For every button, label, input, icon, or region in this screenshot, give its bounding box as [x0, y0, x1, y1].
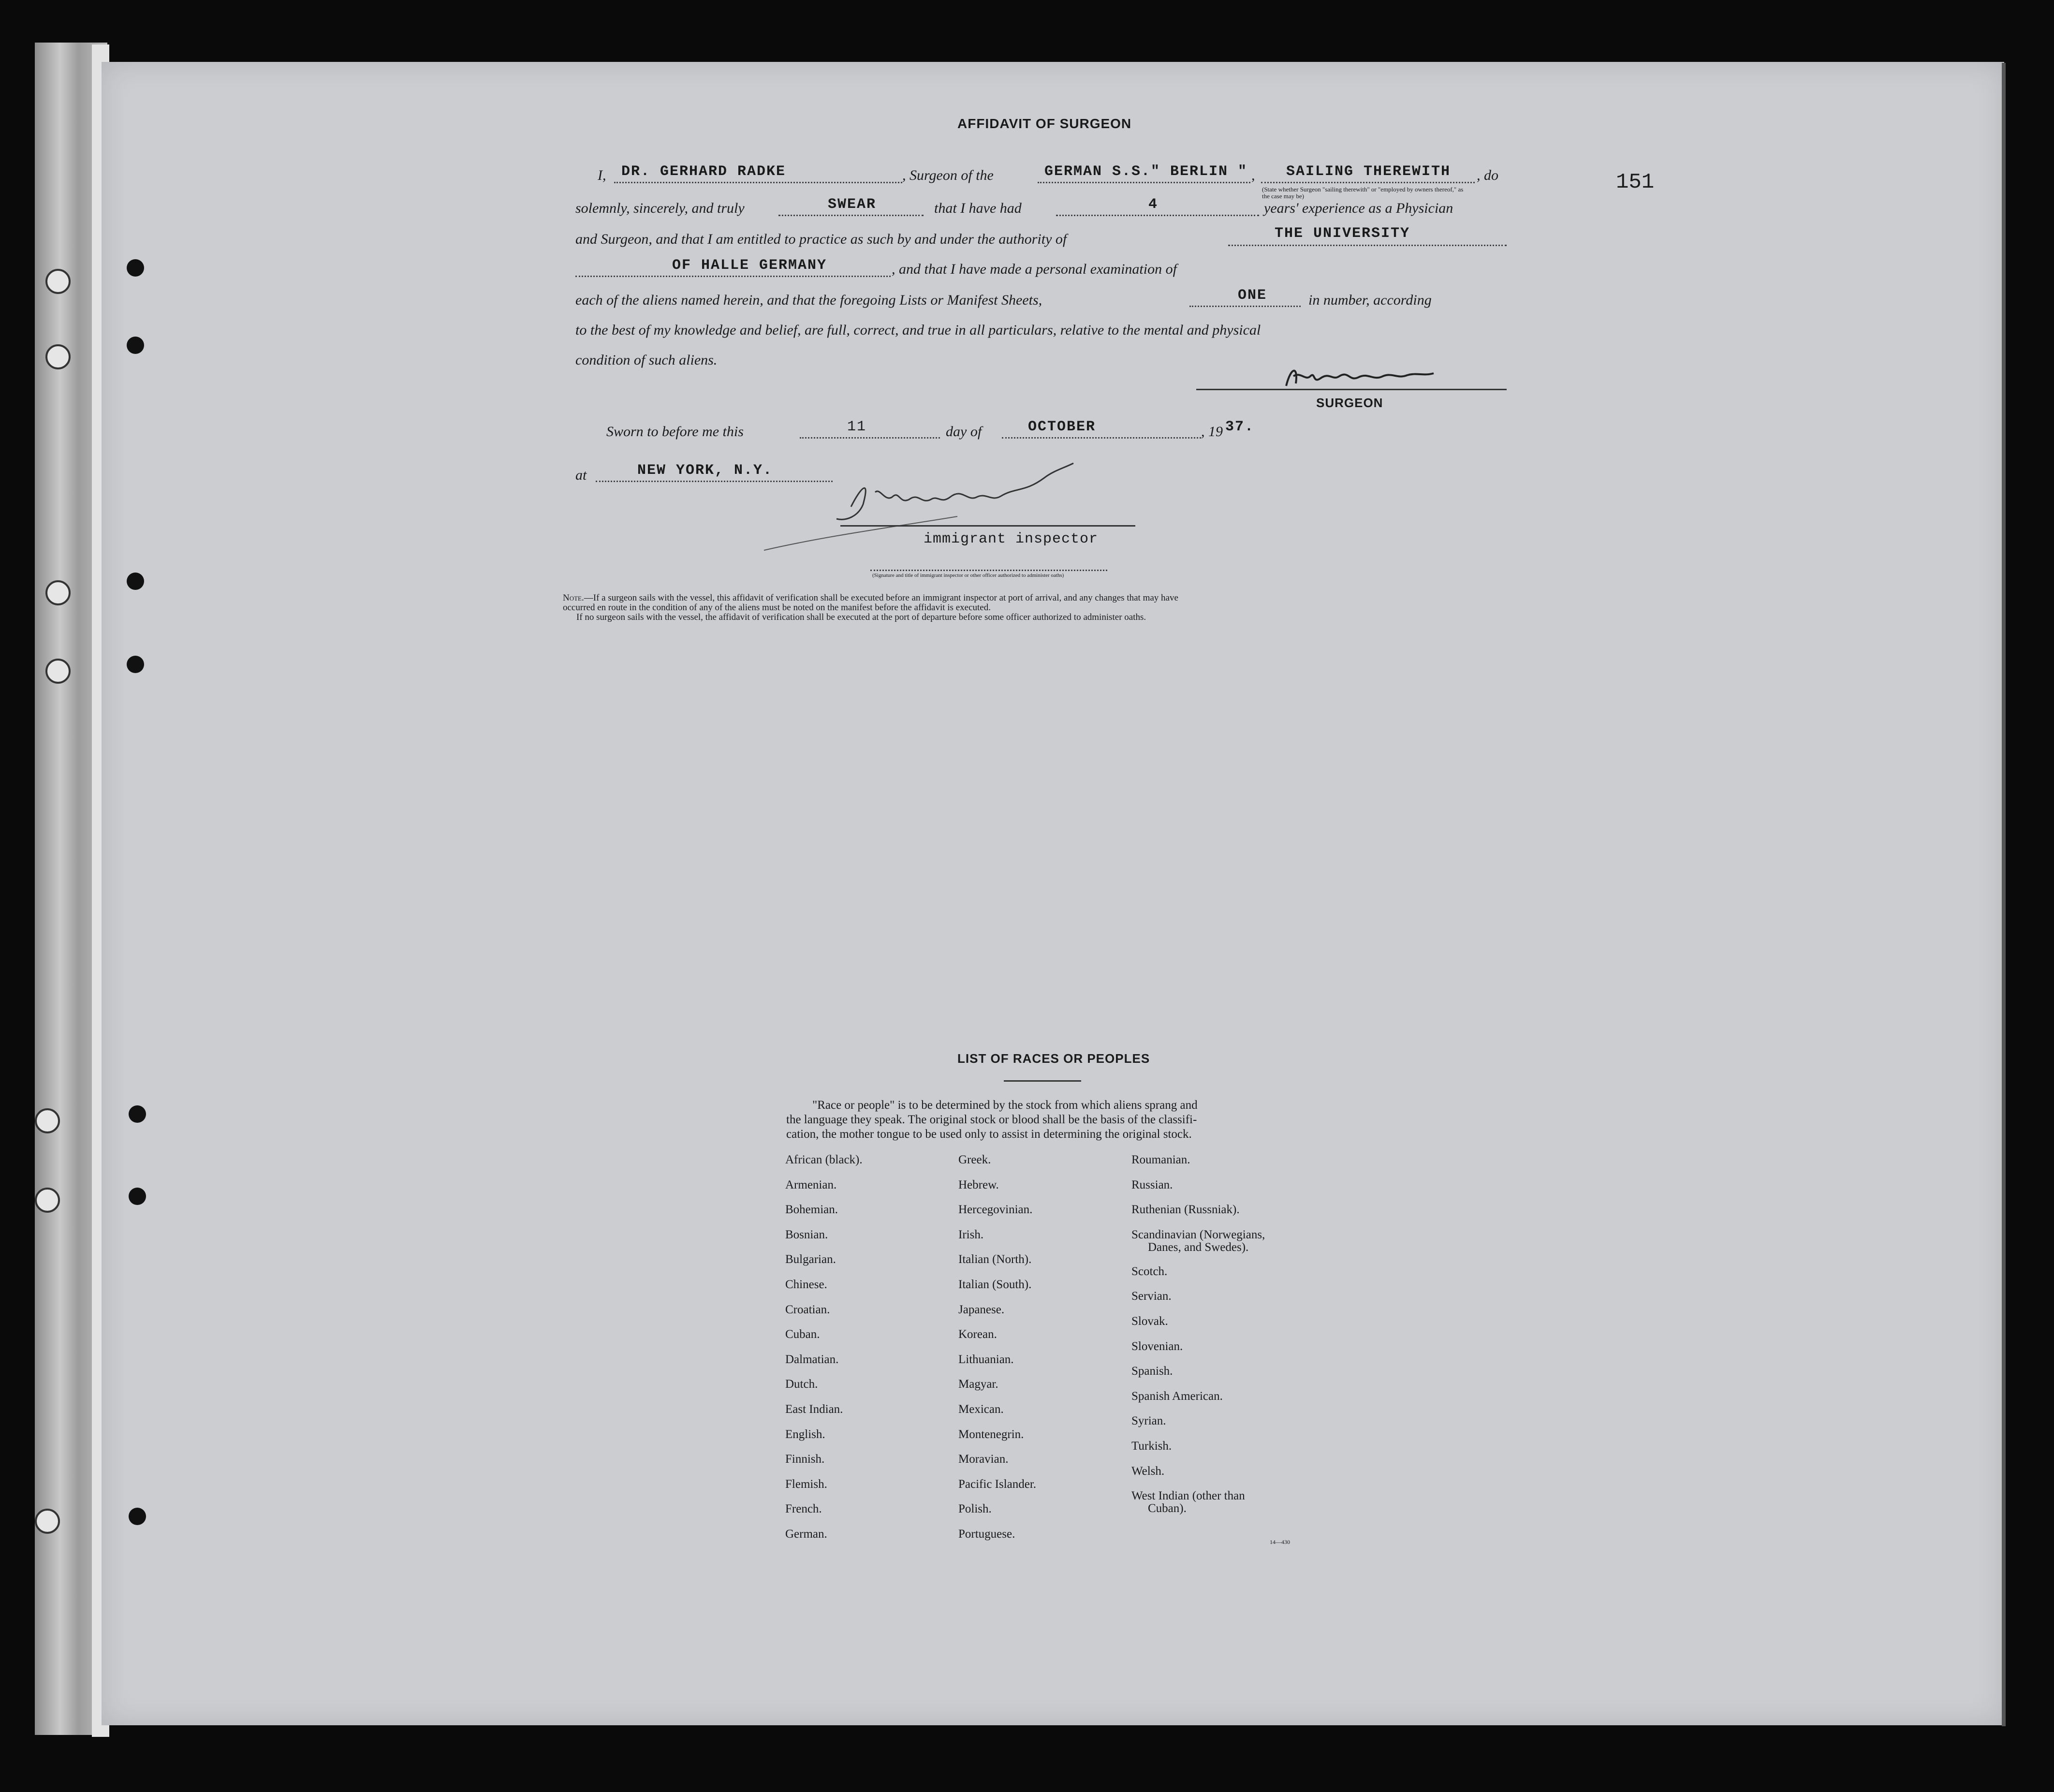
race-item: Syrian. [1131, 1414, 1166, 1428]
race-item: Japanese. [958, 1303, 1005, 1316]
punch-hole [127, 573, 144, 590]
race-item: Italian (North). [958, 1253, 1032, 1266]
sworn-year: 37. [1225, 419, 1255, 435]
race-item: Greek. [958, 1153, 991, 1166]
fill-line [614, 182, 902, 183]
races-column-3 [1131, 1153, 1265, 1527]
affidavit-text: day of [946, 424, 982, 440]
fill-line [870, 570, 1107, 571]
race-item: Slovak. [1131, 1314, 1168, 1328]
race-item: Croatian. [785, 1303, 830, 1316]
race-item: Danes, and Swedes). [1148, 1240, 1249, 1254]
fill-line [575, 276, 891, 277]
page-edge [2002, 63, 2006, 1726]
race-item: Servian. [1131, 1290, 1172, 1303]
sailing-status: SAILING THEREWITH [1286, 163, 1451, 180]
form-number: 14—430 [1270, 1539, 1290, 1545]
races-column-2 [958, 1153, 1036, 1553]
punch-hole [127, 337, 144, 354]
affidavit-text: , Surgeon of the [902, 167, 994, 183]
sworn-day: 11 [847, 419, 867, 435]
race-item: Armenian. [785, 1178, 837, 1191]
surgeon-name: DR. GERHARD RADKE [621, 163, 786, 180]
binder-hole [35, 1509, 60, 1534]
race-item: Finnish. [785, 1453, 825, 1466]
note-label: Note. [563, 593, 584, 603]
note-line-3: If no surgeon sails with the vessel, the affidavit of verification shall be executed at the port of departure before some officer authorized to administer oaths. [576, 612, 1146, 622]
race-item: Spanish American. [1131, 1389, 1223, 1403]
note-line-1 [563, 593, 1178, 603]
race-item: Bulgarian. [785, 1253, 836, 1266]
race-item: English. [785, 1427, 825, 1441]
race-item: Ruthenian (Russniak). [1131, 1203, 1240, 1217]
page-number: 151 [1616, 170, 1655, 194]
race-item: Bosnian. [785, 1228, 828, 1241]
race-item: Italian (South). [958, 1278, 1032, 1291]
race-item: Cuban. [785, 1328, 820, 1341]
race-item: Scotch. [1131, 1264, 1168, 1278]
inspector-title: immigrant inspector [924, 531, 1099, 547]
fill-line [1261, 182, 1475, 183]
races-column-1 [785, 1153, 863, 1553]
race-item: Hebrew. [958, 1178, 999, 1191]
race-item: Russian. [1131, 1178, 1173, 1191]
binder-hole [45, 344, 71, 369]
affidavit-text: , [1251, 167, 1255, 183]
affidavit-text: each of the aliens named herein, and that the foregoing Lists or Manifest Sheets, [575, 292, 1042, 308]
race-item: Scandinavian (Norwegians, [1131, 1228, 1265, 1241]
authority-line-2: OF HALLE GERMANY [672, 257, 827, 274]
binder-hole [45, 580, 71, 605]
fill-line [800, 437, 940, 439]
vessel-name: GERMAN S.S." BERLIN " [1044, 163, 1248, 180]
note-text: —If a surgeon sails with the vessel, this affidavit of verification shall be executed before an immigrant inspector at port of arrival, and any changes that may have [584, 593, 1178, 603]
fill-line [1038, 182, 1250, 183]
note-line-2: occurred en route in the condition of any of the aliens must be noted on the manifest before the affidavit is executed. [563, 602, 991, 613]
race-item: Flemish. [785, 1477, 827, 1491]
document-page [102, 62, 2004, 1725]
race-item: Irish. [958, 1228, 984, 1241]
race-item: West Indian (other than [1131, 1489, 1245, 1503]
race-item: Moravian. [958, 1453, 1009, 1466]
races-intro-1: "Race or people" is to be determined by the stock from which aliens sprang and [812, 1099, 1198, 1112]
affidavit-text: years' experience as a Physician [1264, 200, 1453, 216]
races-intro-3: cation, the mother tongue to be used only to assist in determining the original stock. [786, 1128, 1192, 1141]
race-item: Montenegrin. [958, 1427, 1024, 1441]
punch-hole [129, 1188, 146, 1205]
fill-line [778, 215, 924, 216]
affidavit-text: in number, according [1308, 292, 1432, 308]
race-item: Chinese. [785, 1278, 827, 1291]
race-item: Lithuanian. [958, 1352, 1014, 1366]
sworn-place: NEW YORK, N.Y. [637, 462, 773, 479]
race-item: Dutch. [785, 1378, 818, 1391]
fill-line [1228, 245, 1507, 246]
punch-hole [127, 656, 144, 673]
binder-hole [45, 659, 71, 684]
affidavit-text: and Surgeon, and that I am entitled to practice as such by and under the authority of [575, 231, 1067, 247]
race-item: Hercegovinian. [958, 1203, 1033, 1217]
race-item: Slovenian. [1131, 1339, 1183, 1353]
affidavit-title: AFFIDAVIT OF SURGEON [957, 116, 1132, 131]
race-item: Spanish. [1131, 1365, 1173, 1378]
punch-hole [129, 1508, 146, 1525]
race-item: East Indian. [785, 1402, 843, 1416]
signature-line [840, 525, 1135, 527]
fill-line [1002, 437, 1201, 439]
authority-line-1: THE UNIVERSITY [1275, 225, 1410, 242]
races-intro-2: the language they speak. The original stock or blood shall be the basis of the classifi- [786, 1113, 1197, 1126]
race-item: Polish. [958, 1502, 992, 1516]
race-item: Korean. [958, 1328, 997, 1341]
race-item: German. [785, 1527, 827, 1541]
fill-line [1056, 215, 1259, 216]
fill-line [1189, 306, 1301, 307]
affidavit-text: to the best of my knowledge and belief, are full, correct, and true in all particulars, relative to the mental and physical [575, 322, 1261, 338]
surgeon-label: SURGEON [1316, 396, 1383, 410]
race-item: Turkish. [1131, 1439, 1172, 1453]
affidavit-text: Sworn to before me this [606, 424, 744, 440]
race-item: Cuban). [1148, 1502, 1187, 1515]
race-item: French. [785, 1502, 822, 1516]
swear-word: SWEAR [828, 196, 877, 213]
punch-hole [127, 259, 144, 277]
binder-hole [35, 1188, 60, 1213]
years-count: 4 [1148, 196, 1159, 213]
races-title: LIST OF RACES OR PEOPLES [957, 1051, 1150, 1066]
title-rule [1004, 1080, 1081, 1082]
signature-line [1196, 389, 1507, 390]
punch-hole [129, 1105, 146, 1123]
affidavit-text: , and that I have made a personal examination of [892, 261, 1177, 277]
affidavit-text: I, [598, 167, 606, 183]
sheets-count: ONE [1238, 287, 1267, 304]
race-item: Roumanian. [1131, 1153, 1190, 1166]
affidavit-text: condition of such aliens. [575, 352, 718, 368]
affidavit-text: solemnly, sincerely, and truly [575, 200, 745, 216]
race-item: Pacific Islander. [958, 1477, 1037, 1491]
signature-caption: (Signature and title of immigrant inspector or other officer authorized to administer oaths) [872, 573, 1064, 578]
race-item: Portuguese. [958, 1527, 1015, 1541]
race-item: Bohemian. [785, 1203, 838, 1217]
binder-hole [35, 1108, 60, 1133]
affidavit-text: at [575, 467, 587, 483]
race-item: Magyar. [958, 1378, 998, 1391]
race-item: Welsh. [1131, 1464, 1165, 1478]
race-item: Dalmatian. [785, 1352, 839, 1366]
affidavit-text: , 19 [1201, 424, 1223, 440]
race-item: African (black). [785, 1153, 863, 1166]
affidavit-text: , do [1477, 167, 1498, 183]
affidavit-text: that I have had [934, 200, 1022, 216]
race-item: Mexican. [958, 1402, 1004, 1416]
binder-hole [45, 269, 71, 294]
sworn-month: OCTOBER [1028, 419, 1096, 435]
surgeon-signature [1276, 362, 1446, 396]
sailing-note: (State whether Surgeon "sailing therewith" or "employed by owners thereof," as the case may be) [1262, 186, 1464, 200]
